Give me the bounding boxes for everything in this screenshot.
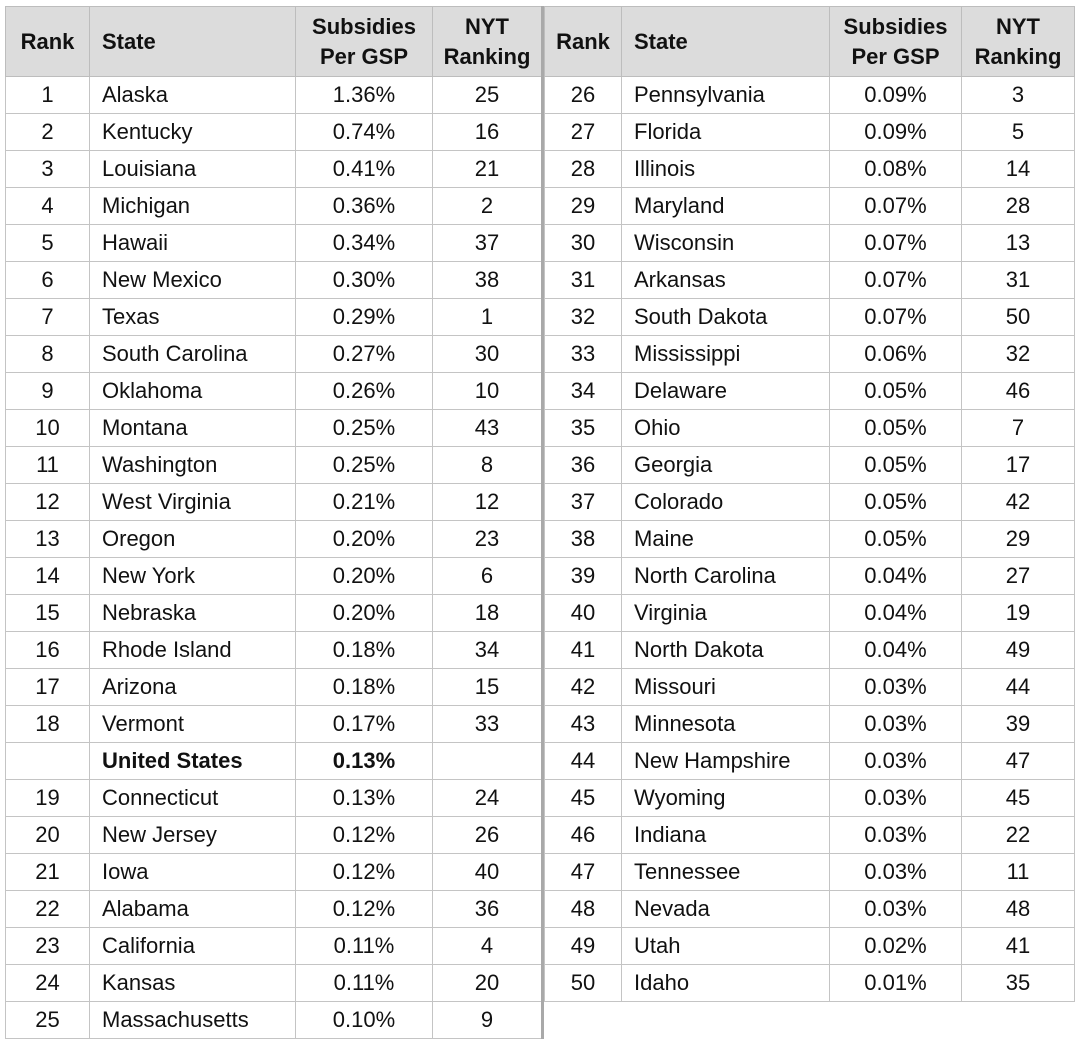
table-row bbox=[6, 521, 543, 558]
subsidies-cell: 0.04% bbox=[830, 632, 962, 669]
table-row bbox=[545, 891, 1075, 928]
state-cell: Tennessee bbox=[622, 854, 830, 891]
table-row bbox=[545, 410, 1075, 447]
rank-cell: 28 bbox=[545, 151, 622, 188]
table-row bbox=[545, 595, 1075, 632]
rank-header: Rank bbox=[6, 7, 90, 77]
subsidies-cell: 1.36% bbox=[296, 77, 433, 114]
state-cell: Oregon bbox=[90, 521, 296, 558]
state-cell: United States bbox=[90, 743, 296, 780]
state-cell: Massachusetts bbox=[90, 1002, 296, 1039]
subsidies-cell: 0.34% bbox=[296, 225, 433, 262]
subsidies-cell: 0.20% bbox=[296, 595, 433, 632]
subsidies-table-left bbox=[5, 6, 544, 1039]
nyt-ranking-header bbox=[962, 7, 1075, 77]
nyt-ranking-cell: 15 bbox=[433, 669, 543, 706]
rank-cell: 24 bbox=[6, 965, 90, 1002]
table-row bbox=[545, 521, 1075, 558]
subsidies-cell: 0.02% bbox=[830, 928, 962, 965]
subsidies-cell: 0.11% bbox=[296, 965, 433, 1002]
subsidies-cell: 0.20% bbox=[296, 558, 433, 595]
table-row bbox=[545, 225, 1075, 262]
nyt-ranking-header bbox=[433, 7, 543, 77]
nyt-ranking-cell: 19 bbox=[962, 595, 1075, 632]
subsidies-header bbox=[296, 7, 433, 77]
subsidies-cell: 0.11% bbox=[296, 928, 433, 965]
rank-cell: 18 bbox=[6, 706, 90, 743]
rank-cell: 3 bbox=[6, 151, 90, 188]
rank-cell: 21 bbox=[6, 854, 90, 891]
rank-cell: 12 bbox=[6, 484, 90, 521]
nyt-ranking-cell: 40 bbox=[433, 854, 543, 891]
nyt-ranking-cell: 14 bbox=[962, 151, 1075, 188]
nyt-ranking-cell: 29 bbox=[962, 521, 1075, 558]
nyt-ranking-cell: 34 bbox=[433, 632, 543, 669]
table-row bbox=[545, 965, 1075, 1002]
subsidies-header-line2: Per GSP bbox=[319, 43, 409, 69]
nyt-ranking-cell: 43 bbox=[433, 410, 543, 447]
table-row bbox=[6, 114, 543, 151]
rank-cell: 15 bbox=[6, 595, 90, 632]
state-cell: Michigan bbox=[90, 188, 296, 225]
rank-cell: 34 bbox=[545, 373, 622, 410]
rank-cell: 23 bbox=[6, 928, 90, 965]
rank-cell: 43 bbox=[545, 706, 622, 743]
table-row bbox=[545, 706, 1075, 743]
state-cell: New Jersey bbox=[90, 817, 296, 854]
table-row bbox=[6, 928, 543, 965]
nyt-ranking-cell: 21 bbox=[433, 151, 543, 188]
subsidies-cell: 0.27% bbox=[296, 336, 433, 373]
rank-cell: 39 bbox=[545, 558, 622, 595]
table-row bbox=[6, 299, 543, 336]
nyt-ranking-cell: 32 bbox=[962, 336, 1075, 373]
state-cell: California bbox=[90, 928, 296, 965]
table-row bbox=[6, 151, 543, 188]
state-cell: Montana bbox=[90, 410, 296, 447]
rank-cell: 14 bbox=[6, 558, 90, 595]
state-cell: Delaware bbox=[622, 373, 830, 410]
rank-cell: 9 bbox=[6, 373, 90, 410]
table-row bbox=[545, 854, 1075, 891]
state-cell: New York bbox=[90, 558, 296, 595]
subsidies-cell: 0.18% bbox=[296, 632, 433, 669]
nyt-ranking-cell: 24 bbox=[433, 780, 543, 817]
table-row bbox=[6, 632, 543, 669]
state-cell: New Mexico bbox=[90, 262, 296, 299]
state-cell: Alaska bbox=[90, 77, 296, 114]
table-row bbox=[6, 77, 543, 114]
nyt-ranking-cell: 36 bbox=[433, 891, 543, 928]
rank-cell: 19 bbox=[6, 780, 90, 817]
state-cell: Hawaii bbox=[90, 225, 296, 262]
rank-cell: 11 bbox=[6, 447, 90, 484]
state-cell: Nevada bbox=[622, 891, 830, 928]
table-row bbox=[6, 558, 543, 595]
state-cell: Alabama bbox=[90, 891, 296, 928]
state-cell: Idaho bbox=[622, 965, 830, 1002]
nyt-ranking-cell: 45 bbox=[962, 780, 1075, 817]
state-cell: Oklahoma bbox=[90, 373, 296, 410]
nyt-ranking-cell: 4 bbox=[433, 928, 543, 965]
nyt-ranking-cell: 48 bbox=[962, 891, 1075, 928]
subsidies-cell: 0.09% bbox=[830, 77, 962, 114]
subsidies-cell: 0.03% bbox=[830, 854, 962, 891]
subsidies-cell: 0.17% bbox=[296, 706, 433, 743]
nyt-ranking-cell: 17 bbox=[962, 447, 1075, 484]
rank-cell: 22 bbox=[6, 891, 90, 928]
table-row bbox=[545, 484, 1075, 521]
rank-cell bbox=[6, 743, 90, 780]
nyt-ranking-cell: 20 bbox=[433, 965, 543, 1002]
rank-cell: 4 bbox=[6, 188, 90, 225]
subsidies-cell: 0.01% bbox=[830, 965, 962, 1002]
state-cell: Pennsylvania bbox=[622, 77, 830, 114]
state-cell: Arizona bbox=[90, 669, 296, 706]
subsidies-cell: 0.03% bbox=[830, 706, 962, 743]
nyt-ranking-cell: 31 bbox=[962, 262, 1075, 299]
nyt-ranking-cell: 1 bbox=[433, 299, 543, 336]
subsidies-cell: 0.06% bbox=[830, 336, 962, 373]
state-header: State bbox=[622, 7, 830, 77]
table-row bbox=[6, 225, 543, 262]
rank-cell: 6 bbox=[6, 262, 90, 299]
nyt-ranking-cell: 38 bbox=[433, 262, 543, 299]
table-row bbox=[545, 780, 1075, 817]
subsidies-cell: 0.12% bbox=[296, 817, 433, 854]
subsidies-cell: 0.12% bbox=[296, 891, 433, 928]
rank-cell: 41 bbox=[545, 632, 622, 669]
state-cell: Nebraska bbox=[90, 595, 296, 632]
rank-cell: 27 bbox=[545, 114, 622, 151]
subsidies-cell: 0.07% bbox=[830, 225, 962, 262]
table-row bbox=[6, 817, 543, 854]
subsidies-cell: 0.12% bbox=[296, 854, 433, 891]
nyt-ranking-cell: 46 bbox=[962, 373, 1075, 410]
rank-cell: 8 bbox=[6, 336, 90, 373]
nyt-ranking-cell bbox=[433, 743, 543, 780]
nyt-ranking-cell: 39 bbox=[962, 706, 1075, 743]
state-cell: Ohio bbox=[622, 410, 830, 447]
subsidies-cell: 0.05% bbox=[830, 484, 962, 521]
nyt-ranking-cell: 8 bbox=[433, 447, 543, 484]
subsidies-cell: 0.07% bbox=[830, 262, 962, 299]
state-cell: Illinois bbox=[622, 151, 830, 188]
table-row bbox=[545, 188, 1075, 225]
table-row bbox=[6, 891, 543, 928]
subsidies-cell: 0.20% bbox=[296, 521, 433, 558]
subsidies-table-right bbox=[544, 6, 1075, 1002]
rank-cell: 31 bbox=[545, 262, 622, 299]
subsidies-cell: 0.08% bbox=[830, 151, 962, 188]
state-cell: Louisiana bbox=[90, 151, 296, 188]
state-cell: Arkansas bbox=[622, 262, 830, 299]
table-row bbox=[6, 410, 543, 447]
table-row bbox=[6, 595, 543, 632]
nyt-ranking-cell: 25 bbox=[433, 77, 543, 114]
nyt-ranking-cell: 12 bbox=[433, 484, 543, 521]
subsidies-cell: 0.29% bbox=[296, 299, 433, 336]
rank-cell: 29 bbox=[545, 188, 622, 225]
table-row bbox=[545, 262, 1075, 299]
subsidies-cell: 0.04% bbox=[830, 595, 962, 632]
state-cell: Washington bbox=[90, 447, 296, 484]
rank-cell: 20 bbox=[6, 817, 90, 854]
state-cell: North Carolina bbox=[622, 558, 830, 595]
rank-cell: 33 bbox=[545, 336, 622, 373]
nyt-ranking-cell: 44 bbox=[962, 669, 1075, 706]
table-row bbox=[545, 817, 1075, 854]
state-cell: Maine bbox=[622, 521, 830, 558]
state-cell: Wyoming bbox=[622, 780, 830, 817]
state-cell: Colorado bbox=[622, 484, 830, 521]
state-cell: Connecticut bbox=[90, 780, 296, 817]
subsidies-cell: 0.21% bbox=[296, 484, 433, 521]
nyt-ranking-cell: 37 bbox=[433, 225, 543, 262]
state-cell: Missouri bbox=[622, 669, 830, 706]
table-row bbox=[6, 447, 543, 484]
nyt-ranking-cell: 6 bbox=[433, 558, 543, 595]
rank-cell: 35 bbox=[545, 410, 622, 447]
state-cell: South Dakota bbox=[622, 299, 830, 336]
subsidies-cell: 0.03% bbox=[830, 743, 962, 780]
rank-cell: 46 bbox=[545, 817, 622, 854]
table-row bbox=[6, 1002, 543, 1039]
subsidies-cell: 0.26% bbox=[296, 373, 433, 410]
state-cell: Wisconsin bbox=[622, 225, 830, 262]
nyt-ranking-cell: 18 bbox=[433, 595, 543, 632]
subsidies-cell: 0.74% bbox=[296, 114, 433, 151]
table-row bbox=[545, 669, 1075, 706]
table-row bbox=[6, 373, 543, 410]
table-row bbox=[545, 558, 1075, 595]
subsidies-cell: 0.41% bbox=[296, 151, 433, 188]
nyt-ranking-cell: 50 bbox=[962, 299, 1075, 336]
table-row bbox=[6, 262, 543, 299]
state-cell: Maryland bbox=[622, 188, 830, 225]
subsidies-cell: 0.03% bbox=[830, 891, 962, 928]
subsidies-cell: 0.07% bbox=[830, 299, 962, 336]
subsidies-cell: 0.03% bbox=[830, 780, 962, 817]
table-row bbox=[545, 373, 1075, 410]
rank-cell: 38 bbox=[545, 521, 622, 558]
subsidies-cell: 0.03% bbox=[830, 817, 962, 854]
state-cell: South Carolina bbox=[90, 336, 296, 373]
table-row bbox=[545, 77, 1075, 114]
table-row bbox=[6, 780, 543, 817]
rank-cell: 26 bbox=[545, 77, 622, 114]
rank-cell: 48 bbox=[545, 891, 622, 928]
state-cell: Rhode Island bbox=[90, 632, 296, 669]
rank-cell: 2 bbox=[6, 114, 90, 151]
table-row bbox=[545, 928, 1075, 965]
rank-cell: 10 bbox=[6, 410, 90, 447]
subsidies-cell: 0.30% bbox=[296, 262, 433, 299]
nyt-ranking-cell: 27 bbox=[962, 558, 1075, 595]
rank-cell: 40 bbox=[545, 595, 622, 632]
state-cell: Texas bbox=[90, 299, 296, 336]
rank-cell: 16 bbox=[6, 632, 90, 669]
rank-cell: 36 bbox=[545, 447, 622, 484]
state-cell: New Hampshire bbox=[622, 743, 830, 780]
nyt-header-line1: NYT bbox=[465, 13, 509, 39]
nyt-ranking-cell: 10 bbox=[433, 373, 543, 410]
table-row bbox=[545, 336, 1075, 373]
subsidies-header-line1: Subsidies bbox=[843, 13, 948, 39]
state-cell: Utah bbox=[622, 928, 830, 965]
subsidies-cell: 0.13% bbox=[296, 780, 433, 817]
rank-cell: 1 bbox=[6, 77, 90, 114]
state-cell: Iowa bbox=[90, 854, 296, 891]
state-cell: Virginia bbox=[622, 595, 830, 632]
state-cell: Kentucky bbox=[90, 114, 296, 151]
table-row bbox=[6, 854, 543, 891]
rank-cell: 7 bbox=[6, 299, 90, 336]
table-row bbox=[545, 114, 1075, 151]
rank-cell: 13 bbox=[6, 521, 90, 558]
subsidies-cell: 0.13% bbox=[296, 743, 433, 780]
table-row bbox=[545, 743, 1075, 780]
subsidies-header-line1: Subsidies bbox=[312, 13, 416, 39]
state-cell: Indiana bbox=[622, 817, 830, 854]
nyt-ranking-cell: 47 bbox=[962, 743, 1075, 780]
subsidies-cell: 0.05% bbox=[830, 447, 962, 484]
subsidies-cell: 0.05% bbox=[830, 521, 962, 558]
subsidies-cell: 0.36% bbox=[296, 188, 433, 225]
rank-cell: 45 bbox=[545, 780, 622, 817]
table-row bbox=[6, 188, 543, 225]
state-cell: Kansas bbox=[90, 965, 296, 1002]
table-row bbox=[6, 669, 543, 706]
header-row bbox=[6, 7, 543, 77]
subsidies-cell: 0.25% bbox=[296, 410, 433, 447]
rank-cell: 5 bbox=[6, 225, 90, 262]
nyt-ranking-cell: 13 bbox=[962, 225, 1075, 262]
rank-cell: 50 bbox=[545, 965, 622, 1002]
nyt-ranking-cell: 33 bbox=[433, 706, 543, 743]
rank-cell: 47 bbox=[545, 854, 622, 891]
nyt-ranking-cell: 11 bbox=[962, 854, 1075, 891]
table-row bbox=[545, 151, 1075, 188]
nyt-ranking-cell: 16 bbox=[433, 114, 543, 151]
rank-cell: 37 bbox=[545, 484, 622, 521]
table-row bbox=[6, 965, 543, 1002]
table-row bbox=[545, 447, 1075, 484]
subsidies-cell: 0.05% bbox=[830, 373, 962, 410]
table-row bbox=[6, 484, 543, 521]
nyt-ranking-cell: 42 bbox=[962, 484, 1075, 521]
state-cell: Mississippi bbox=[622, 336, 830, 373]
nyt-ranking-cell: 7 bbox=[962, 410, 1075, 447]
rank-cell: 30 bbox=[545, 225, 622, 262]
rank-cell: 32 bbox=[545, 299, 622, 336]
state-header: State bbox=[90, 7, 296, 77]
nyt-ranking-cell: 3 bbox=[962, 77, 1075, 114]
state-cell: Georgia bbox=[622, 447, 830, 484]
subsidies-cell: 0.09% bbox=[830, 114, 962, 151]
table-row bbox=[6, 336, 543, 373]
state-cell: Minnesota bbox=[622, 706, 830, 743]
nyt-header-line2: Ranking bbox=[974, 43, 1062, 69]
nyt-ranking-cell: 23 bbox=[433, 521, 543, 558]
table-row bbox=[545, 632, 1075, 669]
subsidies-cell: 0.03% bbox=[830, 669, 962, 706]
nyt-ranking-cell: 22 bbox=[962, 817, 1075, 854]
state-cell: West Virginia bbox=[90, 484, 296, 521]
subsidies-cell: 0.18% bbox=[296, 669, 433, 706]
table-row bbox=[6, 706, 543, 743]
subsidies-header bbox=[830, 7, 962, 77]
left-table-body bbox=[6, 77, 543, 1039]
subsidies-header-line2: Per GSP bbox=[851, 43, 940, 69]
nyt-ranking-cell: 5 bbox=[962, 114, 1075, 151]
subsidies-cell: 0.05% bbox=[830, 410, 962, 447]
nyt-ranking-cell: 35 bbox=[962, 965, 1075, 1002]
rank-cell: 49 bbox=[545, 928, 622, 965]
nyt-header-line2: Ranking bbox=[443, 43, 531, 69]
rank-cell: 44 bbox=[545, 743, 622, 780]
nyt-ranking-cell: 30 bbox=[433, 336, 543, 373]
nyt-ranking-cell: 2 bbox=[433, 188, 543, 225]
nyt-header-line1: NYT bbox=[996, 13, 1040, 39]
nyt-ranking-cell: 49 bbox=[962, 632, 1075, 669]
rank-header: Rank bbox=[545, 7, 622, 77]
nyt-ranking-cell: 26 bbox=[433, 817, 543, 854]
rank-cell: 42 bbox=[545, 669, 622, 706]
state-cell: Florida bbox=[622, 114, 830, 151]
subsidies-cell: 0.10% bbox=[296, 1002, 433, 1039]
subsidies-cell: 0.25% bbox=[296, 447, 433, 484]
state-cell: North Dakota bbox=[622, 632, 830, 669]
nyt-ranking-cell: 28 bbox=[962, 188, 1075, 225]
nyt-ranking-cell: 9 bbox=[433, 1002, 543, 1039]
nyt-ranking-cell: 41 bbox=[962, 928, 1075, 965]
right-table-body bbox=[545, 77, 1075, 1002]
header-row bbox=[545, 7, 1075, 77]
subsidies-cell: 0.04% bbox=[830, 558, 962, 595]
rank-cell: 17 bbox=[6, 669, 90, 706]
rank-cell: 25 bbox=[6, 1002, 90, 1039]
total-row bbox=[6, 743, 543, 780]
state-cell: Vermont bbox=[90, 706, 296, 743]
table-row bbox=[545, 299, 1075, 336]
subsidies-cell: 0.07% bbox=[830, 188, 962, 225]
